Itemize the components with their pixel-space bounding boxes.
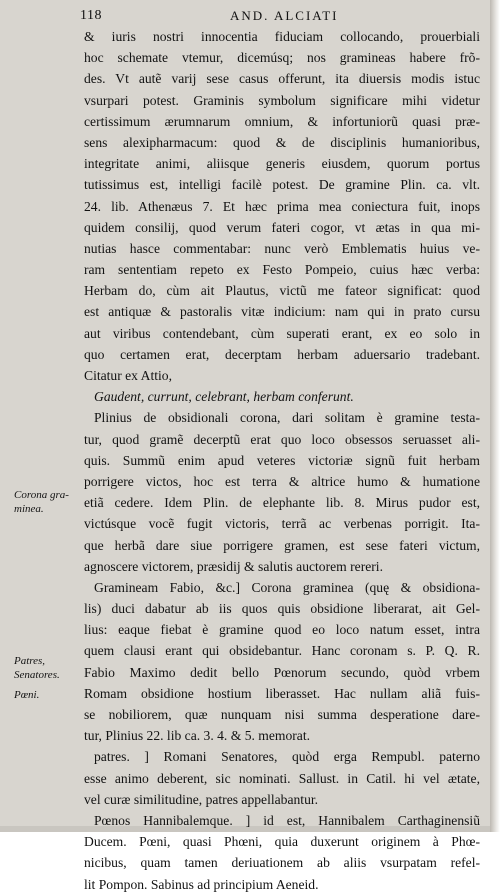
- text-line: quis. Summũ enim apud veteres victoriæ signũ fuit herbam: [84, 452, 480, 468]
- text-line: est antiquæ & pastoralis vitæ indicium: nam qui in prato cursu: [84, 304, 480, 320]
- text-line: hoc schemate vtemur, dicemúsq; nos gramineas habere frõ-: [84, 50, 480, 66]
- margin-note-corona: [14, 488, 80, 516]
- margin-note-line: minea.: [14, 503, 44, 515]
- text-line: lis) duci dabatur ab iis quos quis obsidione liberarat, ait Gel-: [84, 601, 480, 617]
- margin-note-patres: [14, 654, 80, 682]
- text-line: Fabio Maximo dedit bello Pœnorum secundo, quòd vrbem: [84, 664, 480, 680]
- quoted-verse: Gaudent, currunt, celebrant, herbam conferunt.: [94, 389, 354, 405]
- text-line: vel curæ similitudine, patres appellabantur.: [84, 791, 319, 807]
- text-line: Ducem. Pœni, quasi Phœni, quia duxerunt originem à Phœ-: [84, 834, 480, 850]
- body-text: [84, 26, 480, 895]
- text-line: Gramineam Fabio, &c.] Corona graminea (quę & obsidiona-: [94, 579, 480, 595]
- text-line: lit Pompon. Sabinus ad principium Aeneid.: [84, 876, 319, 892]
- text-line: quidem consilij, quod verum fateri cogor, vt ætas in qua mi-: [84, 219, 480, 235]
- running-head: [0, 8, 500, 28]
- text-line: sens alexipharmacum: quod & de disciplinis humanioribus,: [84, 134, 480, 150]
- text-line: esse animo deberent, sic nominati. Sallust. in Catil. hi vel ætate,: [84, 770, 480, 786]
- text-line: Citatur ex Attio,: [84, 368, 172, 383]
- margin-note-poeni: [14, 688, 80, 702]
- text-line: porrigere victos, hoc est terra & altrice humo & humatione: [84, 473, 480, 489]
- text-line: lius: eaque fiebat è gramine quod eo loco natum esset, intra: [84, 622, 480, 638]
- text-line: integritate animi, aliisque generis eiusdem, quorum portus: [84, 156, 480, 172]
- text-line: 24. lib. Athenæus 7. Et hæc prima mea coniectura fuit, inops: [84, 198, 480, 214]
- text-line: & iuris nostri innocentia fiduciam collocando, prouerbiali: [84, 29, 480, 44]
- text-line: etiã cedere. Idem Plin. de elephante lib. 8. Mirus pudor est,: [84, 495, 480, 511]
- text-line: Plinius de obsidionali corona, dari solitam è gramine testa-: [94, 410, 480, 426]
- page-number: 118: [80, 8, 102, 23]
- margin-note-line: Patres,: [14, 655, 46, 667]
- page-edge: [490, 0, 500, 832]
- text-line: tur, Plinius 22. lib ca. 3. 4. & 5. memorat.: [84, 728, 310, 744]
- text-line: des. Vt autẽ varij sese casus offerunt, ita diuersis modis istuc: [84, 71, 480, 87]
- text-line: Romam obsidione hostium liberasset. Hac nullam aliã fuis-: [84, 685, 480, 701]
- text-line: agnoscere victorem, præsidij & salutis auctorem rereri.: [84, 558, 383, 574]
- text-line: que herbã dare siue porrigere gramen, est sese fateri victum,: [84, 537, 480, 553]
- text-line: tur, quod gramẽ decerptũ erat quo loco obsessos seruasset ali-: [84, 431, 480, 447]
- text-line: victúsque vocẽ fugit victoris, terrã ac verbenas porrigit. Ita-: [84, 516, 480, 532]
- text-line: quem clausi erant qui obsidebantur. Hanc coronam s. P. Q. R.: [84, 643, 480, 659]
- text-line: patres. ] Romani Senatores, quòd erga Rempubl. paterno: [94, 749, 480, 765]
- margin-note-line: Corona gra-: [14, 489, 69, 501]
- running-title: AND. ALCIATI: [230, 8, 339, 23]
- text-line: tutissimus est, intelligi facilè potest. De gramine Plin. ca. vlt.: [84, 177, 480, 193]
- text-line: aut viribus contendebant, cùm superati erant, ex eo solo in: [84, 325, 480, 341]
- text-line: vsurpari potest. Graminis symbolum significare mihi videtur: [84, 92, 480, 108]
- text-line: Herbam do, cùm ait Plautus, victũ me fateor significat: quod: [84, 283, 480, 299]
- text-line: ram sententiam repeto ex Festo Pompeio, cuius hæc verba:: [84, 262, 480, 278]
- margin-note-line: Pœni.: [14, 689, 40, 701]
- text-line: se nobiliorem, quæ nunquam nisi summa desperatione dare-: [84, 707, 480, 722]
- text-line: nicibus, quam tamen deriuationem ab aliis vsurpatam refel-: [84, 855, 480, 871]
- margin-note-line: Senatores.: [14, 669, 60, 681]
- text-line: quo certamen erat, decerptam herbam aduersario tradebant.: [84, 346, 480, 362]
- text-line: certissimum ærumnarum omnium, & infortuniorũ quasi præ-: [84, 113, 480, 129]
- text-line: nutias hasce commentabar: nunc verò Emblematis huius ve-: [84, 240, 480, 256]
- text-line: Pœnos Hannibalemque. ] id est, Hannibalem Carthaginensiũ: [94, 812, 480, 828]
